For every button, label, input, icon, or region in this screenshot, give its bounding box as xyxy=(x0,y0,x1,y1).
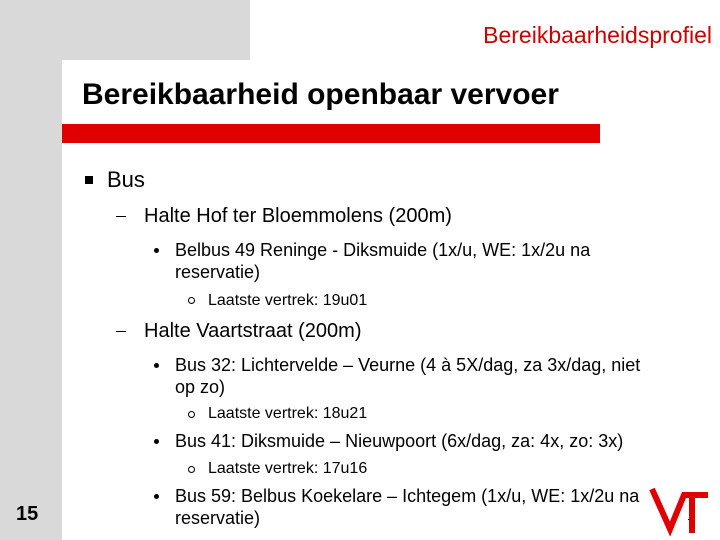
stop-hof-ter-bloemmolens: Halte Hof ter Bloemmolens (200m) xyxy=(144,205,452,227)
square-bullet-icon xyxy=(85,176,93,184)
stop-vaartstraat: Halte Vaartstraat (200m) xyxy=(144,320,362,342)
dot-icon xyxy=(154,439,159,444)
top-panel xyxy=(0,0,250,60)
vt-logo xyxy=(648,483,712,537)
line-bus-32-b: op zo) xyxy=(175,377,226,397)
dash-icon xyxy=(116,216,126,217)
side-panel xyxy=(0,0,62,540)
line-bus-41: Bus 41: Diksmuide – Nieuwpoort (6x/dag, za: 4x, zo: 3x) xyxy=(175,431,624,451)
last-departure-bus-32: Laatste vertrek: 18u21 xyxy=(208,405,368,422)
page-number: 15 xyxy=(16,503,39,525)
circle-icon xyxy=(188,466,195,473)
circle-icon xyxy=(188,297,195,304)
dash-icon xyxy=(116,331,126,332)
bullet-bus: Bus xyxy=(107,167,145,192)
last-departure-bus-41: Laatste vertrek: 17u16 xyxy=(208,460,368,477)
last-departure-stop1: Laatste vertrek: 19u01 xyxy=(208,292,368,309)
line-belbus-49-b: reservatie) xyxy=(175,262,261,282)
circle-icon xyxy=(188,411,195,418)
line-bus-32-a: Bus 32: Lichtervelde – Veurne (4 à 5X/dag, za 3x/dag, niet xyxy=(175,355,641,375)
line-belbus-49-a: Belbus 49 Reninge - Diksmuide (1x/u, WE: 1x/2u na xyxy=(175,240,591,260)
dot-icon xyxy=(154,248,159,253)
title-underline-bar xyxy=(62,124,600,143)
slide-title: Bereikbaarheid openbaar vervoer xyxy=(82,78,559,111)
dot-icon xyxy=(154,494,159,499)
line-bus-59-b: reservatie) xyxy=(175,508,261,528)
line-bus-59-a: Bus 59: Belbus Koekelare – Ichtegem (1x/u, WE: 1x/2u na xyxy=(175,486,640,506)
brand-title: Bereikbaarheidsprofiel xyxy=(483,22,712,48)
dot-icon xyxy=(154,363,159,368)
